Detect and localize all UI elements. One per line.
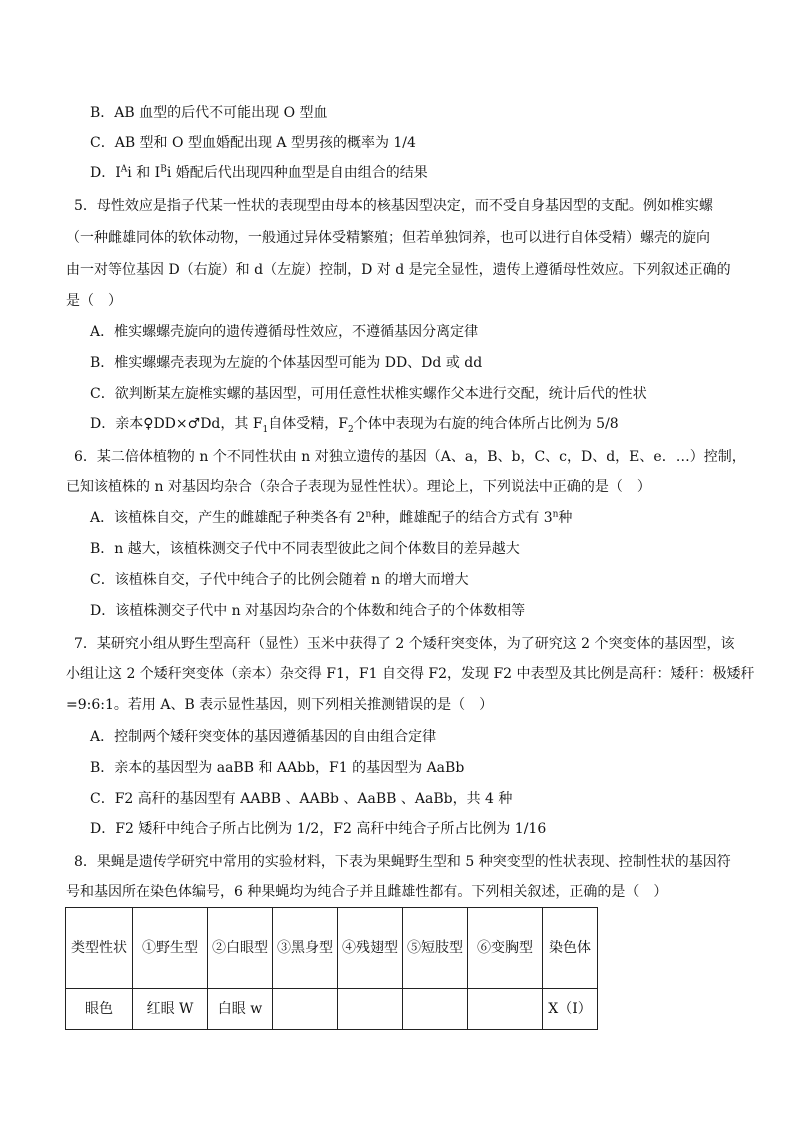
q5-option-b: B．椎实螺螺壳表现为左旋的个体基因型可能为 DD、Dd 或 dd: [90, 355, 483, 371]
table-cell: 眼色: [66, 989, 133, 1030]
q5-option-c: C．欲判断某左旋椎实螺的基因型，可用任意性状椎实螺作父本进行交配，统计后代的性状: [90, 386, 647, 402]
q5-option-a: A．椎实螺螺壳旋向的遗传遵循母性效应，不遵循基因分离定律: [90, 324, 479, 340]
table-header-cell: ②白眼型: [208, 908, 273, 989]
table-header-cell: 染色体: [543, 908, 598, 989]
table-cell: X（Ⅰ）: [543, 989, 598, 1030]
q6-stem-line-1: 6．某二倍体植物的 n 个不同性状由 n 对独立遗传的基因（A、a，B、b，C、c，D、d，E、e．…）控制，: [74, 449, 746, 465]
q4-option-b: B．AB 血型的后代不可能出现 O 型血: [90, 105, 328, 121]
q7-option-b: B．亲本的基因型为 aaBB 和 AAbb，F1 的基因型为 AaBb: [90, 760, 465, 776]
q6-option-d: D．该植株测交子代中 n 对基因均杂合的个体数和纯合子的个体数相等: [90, 603, 526, 619]
q7-option-d: D．F2 矮秆中纯合子所占比例为 1/2，F2 高秆中纯合子所占比例为 1/16: [90, 821, 547, 837]
table-header-cell: ③黑身型: [273, 908, 338, 989]
q5-stem-line-2: （一种雌雄同体的软体动物，一般通过异体受精繁殖；但若单独饲养，也可以进行自体受精）螺壳的旋向: [66, 230, 710, 246]
q5-option-d: D．亲本♀DD×♂Dd，其 $F_1$自体受精，$F_2$个体中表现为右旋的纯合体所占比例为 5/8: [90, 416, 619, 435]
q8-stem-line-2: 号和基因所在染色体编号，6 种果蝇均为纯合子并且雌雄性都有。下列相关叙述，正确的是（ ）: [66, 884, 668, 900]
q5-stem-line-1: 5．母性效应是指子代某一性状的表现型由母本的核基因型决定，而不受自身基因型的支配。例如椎实螺: [74, 198, 713, 214]
q4-option-d: D．$I^Ai$ 和 $I^Bi$ 婚配后代出现四种血型是自由组合的结果: [90, 164, 428, 181]
q6-option-b: B．n 越大，该植株测交子代中不同表型彼此之间个体数目的差异越大: [90, 541, 520, 557]
table-header-cell: 类型性状: [66, 908, 133, 989]
q7-option-c: C．F2 高秆的基因型有 AABB 、AABb 、AaBB 、AaBb，共 4 种: [90, 791, 513, 807]
q6-option-a: A．该植株自交，产生的雌雄配子种类各有 2$^n$种，雌雄配子的结合方式有 3$^n$种: [90, 509, 573, 526]
q7-stem-line-3: =9:6:1。若用 A、B 表示显性基因，则下列相关推测错误的是（ ）: [66, 697, 494, 713]
table-header-cell: ⑥变胸型: [468, 908, 543, 989]
table-cell: [273, 989, 338, 1030]
table-header-cell: ⑤短肢型: [403, 908, 468, 989]
table-header-cell: ①野生型: [133, 908, 208, 989]
table-row: [66, 989, 598, 1030]
q7-stem-line-1: 7．某研究小组从野生型高秆（显性）玉米中获得了 2 个矮秆突变体，为了研究这 2 个突变体的基因型，该: [74, 636, 735, 652]
q8-stem-line-1: 8．果蝇是遗传学研究中常用的实验材料，下表为果蝇野生型和 5 种突变型的性状表现、控制性状的基因符: [74, 854, 731, 870]
table-cell: [468, 989, 543, 1030]
q5-stem-line-4: 是（ ）: [66, 293, 122, 309]
table-cell: [338, 989, 403, 1030]
q7-option-a: A．控制两个矮秆突变体的基因遵循基因的自由组合定律: [90, 729, 437, 745]
table-cell: 红眼 W: [133, 989, 208, 1030]
fruit-fly-trait-table: [65, 907, 598, 1030]
table-header-cell: ④残翅型: [338, 908, 403, 989]
table-header-row: [66, 908, 598, 989]
table-cell: [403, 989, 468, 1030]
q4-option-c: C．AB 型和 O 型血婚配出现 A 型男孩的概率为 1/4: [90, 135, 416, 151]
q6-option-c: C．该植株自交，子代中纯合子的比例会随着 n 的增大而增大: [90, 572, 469, 588]
q5-stem-line-3: 由一对等位基因 D（右旋）和 d（左旋）控制，D 对 d 是完全显性，遗传上遵循母性效应。下列叙述正确的: [66, 262, 731, 278]
q7-stem-line-2: 小组让这 2 个矮秆突变体（亲本）杂交得 F1，F1 自交得 F2，发现 F2 中表型及其比例是高秆：矮秆：极矮秆: [66, 666, 755, 682]
table-cell: 白眼 w: [208, 989, 273, 1030]
q6-stem-line-2: 已知该植株的 n 对基因均杂合（杂合子表现为显性性状）。理论上，下列说法中正确的是（ ）: [66, 479, 651, 495]
